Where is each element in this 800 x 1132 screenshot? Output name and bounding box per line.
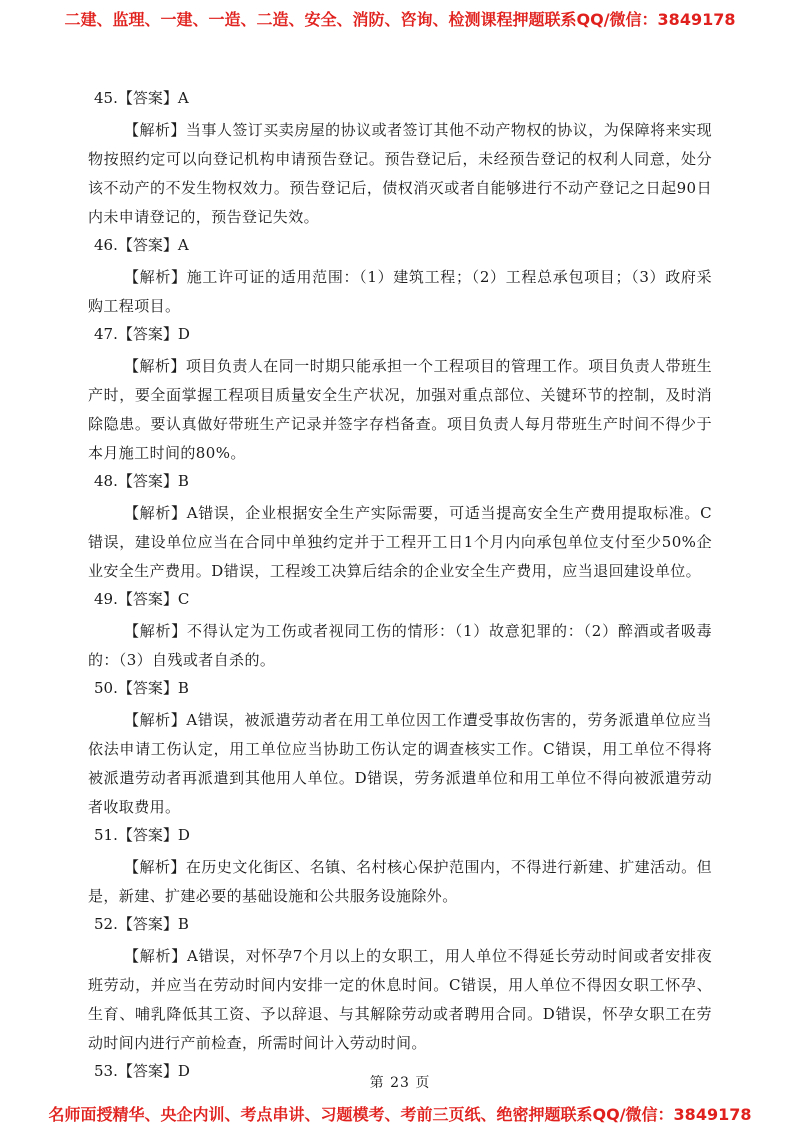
answer-letter: B: [177, 679, 189, 697]
answer-letter: B: [177, 915, 189, 933]
analysis-text: 【解析】项目负责人在同一时期只能承担一个工程项目的管理工作。项目负责人带班生产时，要全面掌握工程项目质量安全生产状况，加强对重点部位、关键环节的控制，及时消除隐患。要认真做好带班生产记录并签字存档备查。项目负责人每月带班生产时间不得少于本月施工时间的80%。: [88, 357, 712, 462]
answer-item: [88, 913, 712, 1058]
answer-tag: 【答案】: [117, 915, 178, 933]
analysis-text: 【解析】当事人签订买卖房屋的协议或者签订其他不动产物权的协议，为保障将来实现物按照约定可以向登记机构申请预告登记。预告登记后，未经预告登记的权利人同意，处分该不动产的不发生物权效力。预告登记后，债权消灭或者自能够进行不动产登记之日起90日内未申请登记的，预告登记失效。: [88, 121, 712, 226]
answer-line: [94, 87, 712, 116]
answer-letter: A: [177, 236, 189, 254]
answer-line: [94, 588, 712, 617]
question-number: 52.: [94, 915, 118, 933]
answer-line: [94, 677, 712, 706]
question-number: 49.: [94, 590, 118, 608]
answer-letter: B: [177, 472, 189, 490]
question-number: 47.: [94, 325, 118, 343]
answer-tag: 【答案】: [117, 472, 178, 490]
answer-tag: 【答案】: [117, 89, 178, 107]
answer-line: [94, 234, 712, 263]
answer-letter: D: [177, 1062, 190, 1080]
answer-tag: 【答案】: [117, 325, 178, 343]
answer-line: [94, 323, 712, 352]
answer-tag: 【答案】: [117, 590, 178, 608]
answer-letter: C: [177, 590, 190, 608]
analysis-text: 【解析】A错误，被派遣劳动者在用工单位因工作遭受事故伤害的，劳务派遣单位应当依法申请工伤认定，用工单位应当协助工伤认定的调查核实工作。C错误，用工单位不得将被派遣劳动者再派遣到其他用人单位。D错误，劳务派遣单位和用工单位不得向被派遣劳动者收取费用。: [88, 711, 712, 816]
analysis-text: 【解析】在历史文化街区、名镇、名村核心保护范围内，不得进行新建、扩建活动。但是，新建、扩建必要的基础设施和公共服务设施除外。: [88, 858, 712, 905]
answer-tag: 【答案】: [117, 826, 178, 844]
bottom-banner: 名师面授精华、央企内训、考点串讲、习题模考、考前三页纸、绝密押题联系QQ/微信：3849178: [48, 1105, 752, 1124]
answer-tag: 【答案】: [117, 679, 178, 697]
question-number: 51.: [94, 826, 118, 844]
answer-list: [88, 87, 712, 1089]
answer-item: [88, 234, 712, 321]
answer-line: [94, 913, 712, 942]
answer-item: [88, 87, 712, 232]
answer-item: [88, 677, 712, 822]
question-number: 53.: [94, 1062, 118, 1080]
answer-letter: A: [177, 89, 189, 107]
answer-tag: 【答案】: [117, 236, 178, 254]
answer-line: [94, 824, 712, 853]
question-number: 50.: [94, 679, 118, 697]
analysis-text: 【解析】A错误，对怀孕7个月以上的女职工，用人单位不得延长劳动时间或者安排夜班劳动，并应当在劳动时间内安排一定的休息时间。C错误，用人单位不得因女职工怀孕、生育、哺乳降低其工资、予以辞退、与其解除劳动或者聘用合同。D错误，怀孕女职工在劳动时间内进行产前检查，所需时间计入劳动时间。: [88, 947, 712, 1052]
analysis-text: 【解析】A错误，企业根据安全生产实际需要，可适当提高安全生产费用提取标准。C错误，建设单位应当在合同中单独约定并于工程开工日1个月内向承包单位支付至少50%企业安全生产费用。D错误，工程竣工决算后结余的企业安全生产费用，应当退回建设单位。: [88, 504, 712, 580]
question-number: 45.: [94, 89, 118, 107]
page-number: 第 23 页: [369, 1075, 431, 1091]
answer-item: [88, 824, 712, 911]
analysis-text: 【解析】不得认定为工伤或者视同工伤的情形：（1）故意犯罪的：（2）醉酒或者吸毒的：（3）自残或者自杀的。: [88, 622, 712, 669]
answer-item: [88, 588, 712, 675]
answer-tag: 【答案】: [117, 1062, 178, 1080]
answer-letter: D: [177, 325, 190, 343]
answer-item: [88, 323, 712, 468]
answer-item: [88, 470, 712, 586]
question-number: 48.: [94, 472, 118, 490]
answer-line: [94, 470, 712, 499]
answer-letter: D: [177, 826, 190, 844]
question-number: 46.: [94, 236, 118, 254]
analysis-text: 【解析】施工许可证的适用范围：（1）建筑工程；（2）工程总承包项目；（3）政府采购工程项目。: [88, 268, 712, 315]
top-banner: 二建、监理、一建、一造、二造、安全、消防、咨询、检测课程押题联系QQ/微信：3849178: [64, 10, 736, 29]
